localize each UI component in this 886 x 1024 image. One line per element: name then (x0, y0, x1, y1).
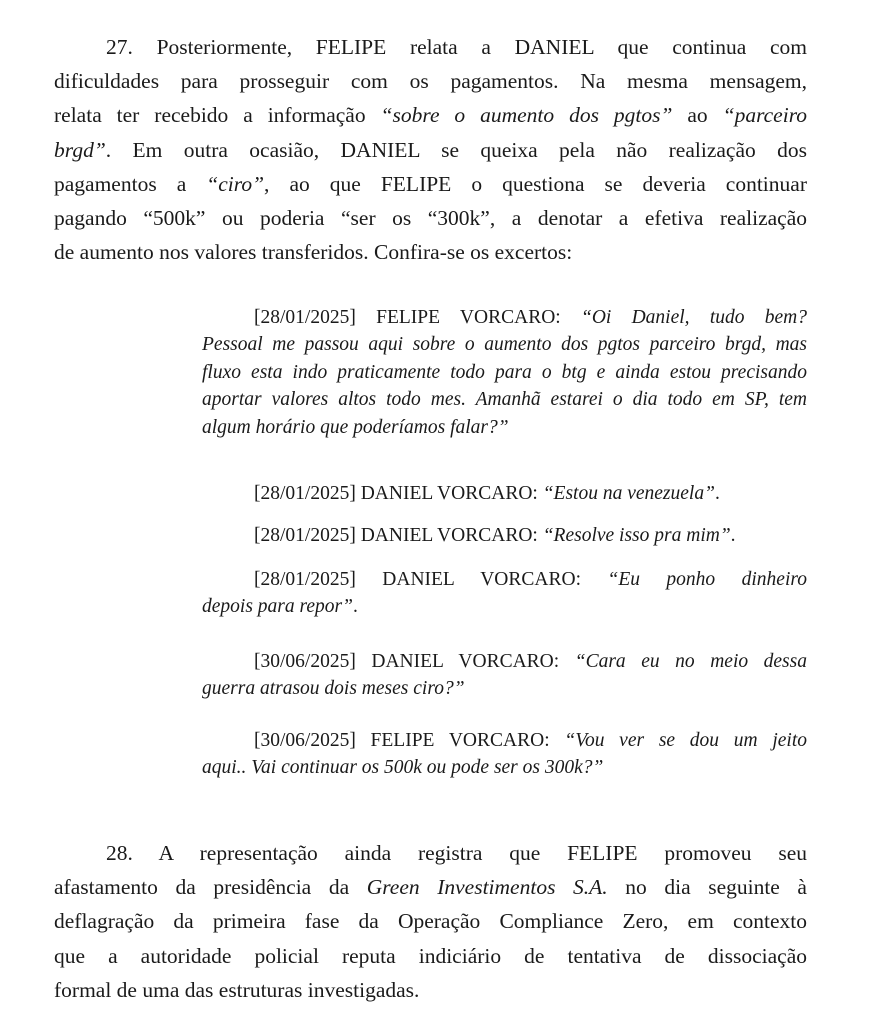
quoted-phrase: “ciro” (206, 171, 265, 196)
text-span: . Em outra ocasião, DANIEL se queixa pela não realização dos (105, 137, 807, 162)
text-span: no dia seguinte à (607, 875, 807, 900)
text-span: , ao que FELIPE o questiona se deveria continuar (264, 171, 807, 196)
quote-3 (202, 522, 807, 549)
speaker-label: [28/01/2025] DANIEL VORCARO: (254, 569, 608, 590)
company-name: Green Investimentos S.A. (366, 875, 608, 900)
quote-line (202, 727, 807, 754)
message-text: guerra atrasou dois meses ciro?” (202, 678, 465, 700)
punctuation: . (714, 483, 720, 504)
speaker-label: [28/01/2025] DANIEL VORCARO: (254, 525, 543, 546)
quote-line (202, 304, 807, 331)
text-span: pagamentos a (54, 171, 207, 196)
text-line: formal de uma das estruturas investigadas. (54, 977, 420, 1002)
message-text: “Eu ponho dinheiro (607, 569, 807, 590)
message-text: “Estou na venezuela” (542, 483, 715, 504)
text-line (54, 870, 807, 904)
speaker-label: [28/01/2025] FELIPE VORCARO: (254, 307, 581, 328)
text-span: afastamento da presidência da (54, 875, 367, 900)
punctuation: . (730, 525, 736, 546)
quote-1 (202, 304, 807, 441)
quote-line (202, 480, 807, 507)
quote-line (202, 566, 807, 593)
message-text: aqui.. Vai continuar os 500k ou pode ser os 300k?” (202, 757, 604, 779)
quote-line (202, 593, 807, 620)
message-text: fluxo esta indo praticamente todo para o btg e ainda estou precisando (202, 361, 807, 383)
text-line (54, 167, 807, 201)
quoted-phrase: brgd” (54, 137, 106, 162)
text-line: dificuldades para prosseguir com os pagamentos. Na mesma mensagem, (54, 69, 807, 94)
text-span: ao (672, 103, 723, 128)
quoted-phrase: “sobre o aumento dos pgtos” (380, 103, 673, 128)
speaker-label: [28/01/2025] DANIEL VORCARO: (254, 483, 543, 504)
quote-line (202, 648, 807, 675)
message-text: “Vou ver se dou um jeito (564, 730, 807, 751)
text-line: pagando “500k” ou poderia “ser os “300k”, a denotar a efetiva realização (54, 206, 807, 231)
text-line (54, 133, 807, 167)
quote-4 (202, 566, 807, 621)
message-text: “Oi Daniel, tudo bem? (580, 307, 808, 328)
quote-2 (202, 480, 807, 507)
message-text: depois para repor” (202, 596, 353, 618)
message-text: aportar valores altos todo mes. Amanhã estarei o dia todo em SP, tem (202, 389, 807, 411)
text-span: relata ter recebido a informação (54, 103, 381, 128)
text-line (54, 98, 807, 132)
text-line: deflagração da primeira fase da Operação Compliance Zero, em contexto (54, 909, 807, 934)
message-text: Pessoal me passou aqui sobre o aumento dos pgtos parceiro brgd, mas (202, 334, 807, 356)
paragraph-28 (54, 836, 807, 1007)
message-text: “Resolve isso pra mim” (542, 525, 731, 546)
punctuation: . (352, 596, 358, 618)
quoted-phrase: “parceiro (722, 103, 808, 128)
speaker-label: [30/06/2025] FELIPE VORCARO: (254, 730, 565, 751)
paragraph-27 (54, 30, 807, 269)
text-line: 28. A representação ainda registra que FELIPE promoveu seu (106, 841, 807, 865)
speaker-label: [30/06/2025] DANIEL VORCARO: (254, 651, 575, 672)
quote-5 (202, 648, 807, 703)
quote-line (202, 522, 807, 549)
message-text: algum horário que poderíamos falar?” (202, 416, 509, 438)
text-line: de aumento nos valores transferidos. Confira-se os excertos: (54, 240, 573, 265)
quote-6 (202, 727, 807, 782)
message-text: “Cara eu no meio dessa (574, 651, 807, 672)
text-line: que a autoridade policial reputa indiciário de tentativa de dissociação (54, 943, 807, 968)
text-line: 27. Posteriormente, FELIPE relata a DANIEL que continua com (106, 35, 807, 59)
